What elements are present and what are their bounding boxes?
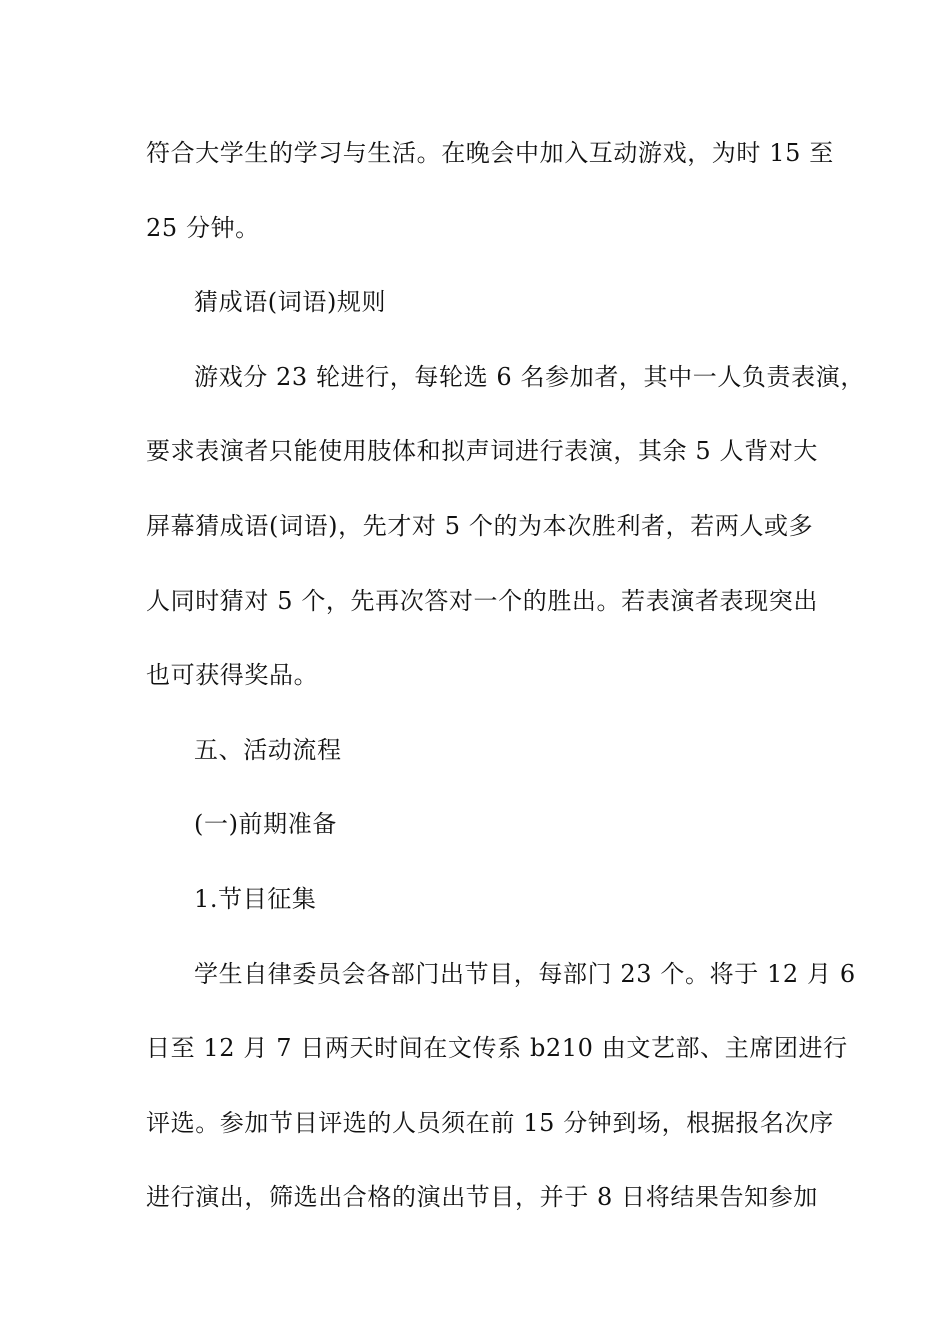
body-line-14: 评选。参加节目评选的人员须在前 15 分钟到场，根据报名次序	[146, 1108, 834, 1137]
body-line-4: 游戏分 23 轮进行，每轮选 6 名参加者，其中一人负责表演，	[194, 362, 865, 391]
body-line-1: 符合大学生的学习与生活。在晚会中加入互动游戏，为时 15 至	[146, 139, 834, 167]
section-heading-activity-process: 五、活动流程	[194, 735, 342, 764]
body-line-5: 要求表演者只能使用肢体和拟声词进行表演，其余 5 人背对大	[146, 437, 818, 466]
body-line-6: 屏幕猜成语(词语)，先才对 5 个的为本次胜利者，若两人或多	[146, 511, 814, 540]
document-body	[146, 128, 865, 1247]
item-heading-program-collection: 1.节目征集	[194, 884, 317, 913]
section-heading-guess-idiom-rules: 猜成语(词语)规则	[194, 288, 387, 317]
body-line-12: 学生自律委员会各部门出节目，每部门 23 个。将于 12 月 6	[194, 959, 856, 988]
body-line-2: 25 分钟。	[146, 213, 260, 242]
body-line-7: 人同时猜对 5 个，先再次答对一个的胜出。若表演者表现突出	[146, 586, 818, 615]
body-line-8: 也可获得奖品。	[146, 661, 319, 690]
body-line-13: 日至 12 月 7 日两天时间在文传系 b210 由文艺部、主席团进行	[146, 1034, 848, 1063]
subsection-heading-preparation: (一)前期准备	[194, 810, 337, 839]
body-line-15: 进行演出，筛选出合格的演出节目，并于 8 日将结果告知参加	[146, 1183, 818, 1212]
